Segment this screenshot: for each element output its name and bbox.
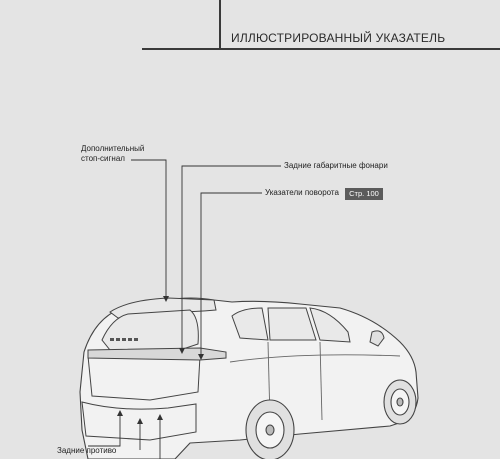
callout-rear-fog-lights: Задние противо <box>57 446 117 455</box>
section-title: ИЛЛЮСТРИРОВАННЫЙ УКАЗАТЕЛЬ <box>231 31 446 45</box>
callout-extra-brake-light-line1: Дополнительный <box>81 144 145 153</box>
callout-turn-signals: Указатели поворота <box>265 188 339 197</box>
page-reference-badge: Стр. 100 <box>345 188 383 200</box>
front-wheel <box>384 380 416 424</box>
rear-light-bar <box>88 348 226 360</box>
callout-extra-brake-light-line2: стоп-сигнал <box>81 154 125 163</box>
callout-rear-position-lights: Задние габаритные фонари <box>284 161 388 170</box>
leader-brake-light <box>131 160 166 300</box>
rear-wheel <box>246 400 294 459</box>
